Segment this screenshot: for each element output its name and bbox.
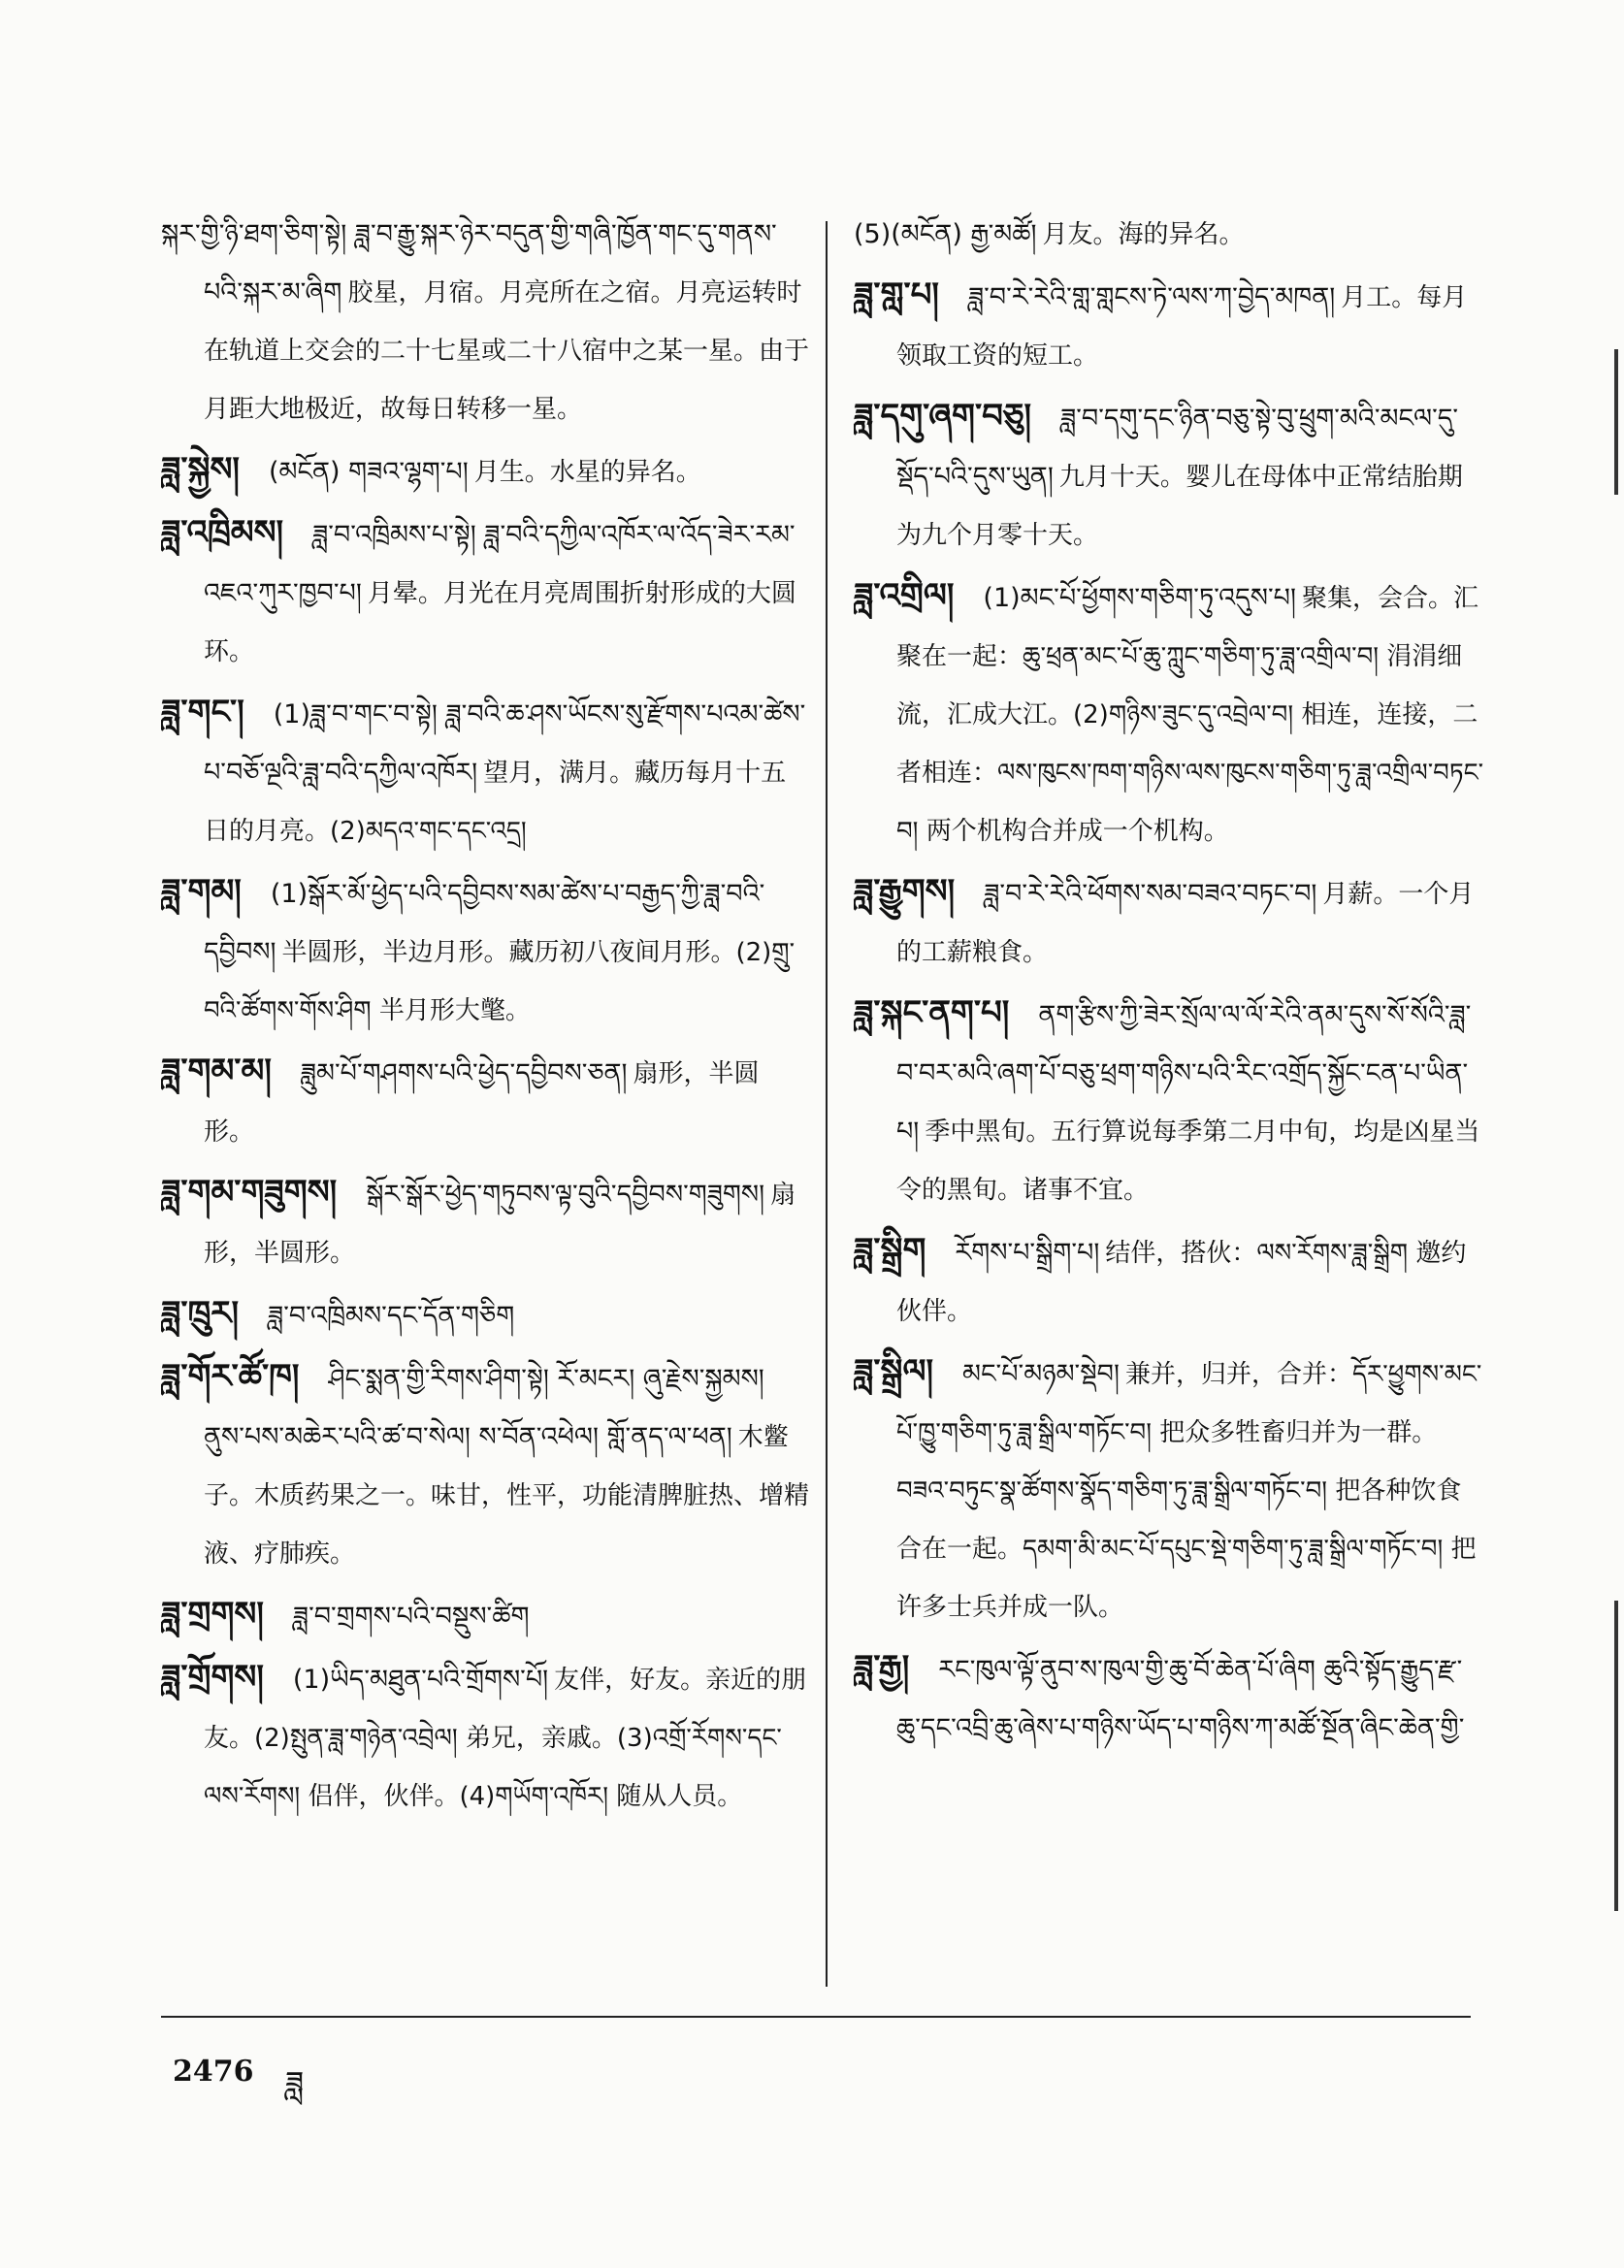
dictionary-entry bbox=[854, 984, 1484, 1219]
entry-tibetan-definition: རོགས་པ་སྒྲིག་པ། bbox=[955, 1238, 1100, 1268]
dictionary-entry bbox=[161, 1347, 809, 1583]
entry-tibetan-definition: ཟླུམ་པོ་གཤགས་པའི་ཕྱེད་དབྱིབས་ཅན། bbox=[300, 1058, 628, 1088]
dictionary-entry bbox=[161, 440, 809, 502]
entry-chinese-definition: 月晕。月光在月亮周围折射形成的大圆环。 bbox=[204, 579, 796, 666]
entry-tibetan-definition: (1)སྒོར་མོ་ཕྱེད་པའི་དབྱིབས་སམ་ཚེས་པ་བརྒྱད་ཀྱི་ཟླ་བའི་དབྱིབས། bbox=[204, 879, 765, 967]
entry-tibetan-definition: ནག་རྩིས་ཀྱི་ཟེར་སྲོལ་ལ་ལོ་རེའི་ནམ་དུས་སོ་སོའི་ཟླ་བ་བར་མའི་ཞག་པོ་བཅུ་ཕྲག་གཉིས་པའི་རིང་འགྲོད་སྐྱོང་ངན་པ་ཡིན་པ། bbox=[896, 1000, 1472, 1147]
entry-headword: ཟླ་གམ་མ། bbox=[161, 1052, 272, 1090]
running-letter: ཟླ bbox=[285, 2064, 305, 2101]
entry-chinese-definition: 季中黑旬。五行算说每季第二月中旬，均是凶星当令的黑旬。诸事不宜。 bbox=[896, 1118, 1480, 1205]
entry-tibetan-definition: ཟླ་བ་རེ་རེའི་ཕོགས་སམ་བཟའ་བཏང་བ། bbox=[984, 879, 1317, 909]
entry-headword: ཟླ་གླ་པ། bbox=[854, 275, 939, 314]
dictionary-entry bbox=[161, 862, 809, 1040]
page-number: 2476 bbox=[173, 2055, 254, 2089]
dictionary-entry bbox=[854, 1343, 1484, 1636]
entry-headword: ཟླ་དགུ་ཞག་བཅུ། bbox=[854, 397, 1032, 436]
entry-tibetan-definition: (1)ཡིད་མཐུན་པའི་གྲོགས་པོ། bbox=[292, 1665, 549, 1695]
entry-tibetan-definition: ཟླ་བ་འཁྲིམས་པ་སྟེ། ཟླ་བའི་དཀྱིལ་འཁོར་ལ་འོད་ཟེར་རམ་འཇའ་ཀུར་ཁྱབ་པ། bbox=[204, 520, 796, 608]
entry-headword: ཟླ་རྒྱུགས། bbox=[854, 872, 956, 911]
dictionary-entry bbox=[161, 1163, 809, 1282]
entry-headword: ཟླ་སྒྲིལ། bbox=[854, 1352, 934, 1391]
dictionary-entry bbox=[161, 683, 809, 860]
entry-chinese-definition: 月薪。一个月的工薪粮食。 bbox=[896, 880, 1475, 967]
entry-chinese-definition: 胶星，月宿。月亮所在之宿。月亮运转时在轨道上交会的二十七星或二十八宿中之某一星。由于月距大地极近，故每日转移一星。 bbox=[204, 278, 809, 424]
entry-tibetan-definition: (1)མང་པོ་ཕྱོགས་གཅིག་ཏུ་འདུས་པ། bbox=[983, 583, 1296, 613]
entry-tibetan-definition: (1)ཟླ་བ་གང་བ་སྟེ། ཟླ་བའི་ཆ་ཤས་ཡོངས་སུ་རྫོགས་པའམ་ཚེས་པ་བཅོ་ལྔའི་ཟླ་བའི་དཀྱིལ་འཁོར། bbox=[204, 699, 806, 788]
entry-chinese-definition: 月工。每月领取工资的短工。 bbox=[896, 283, 1468, 371]
entry-chinese-definition: 结伴，搭伙：ལས་རོགས་ཟླ་སྒྲིག 邀约伙伴。 bbox=[896, 1239, 1467, 1326]
dictionary-entry bbox=[161, 1585, 809, 1646]
entry-tibetan-definition: ཟླ་བ་རེ་རེའི་གླ་གླངས་ཏེ་ལས་ཀ་བྱེད་མཁན། bbox=[967, 282, 1336, 312]
entry-chinese-definition: 九月十天。婴儿在母体中正常结胎期为九个月零十天。 bbox=[896, 463, 1463, 550]
entry-tibetan-definition: (མངོན) གཟའ་ལྷག་པ། bbox=[268, 457, 469, 487]
entry-chinese-definition: 月生。水星的异名。 bbox=[473, 458, 701, 487]
dictionary-entry bbox=[161, 1042, 809, 1161]
entry-headword: ཟླ་འགྲིལ། bbox=[854, 576, 955, 615]
entry-tibetan-definition: སྒོར་སྒོར་ཕྱེད་གཏུབས་ལྟ་བུའི་དབྱིབས་གཟུགས། bbox=[366, 1180, 765, 1210]
dictionary-entry bbox=[161, 206, 809, 438]
entry-tibetan-definition: ཟླ་བ་འཁྲིམས་དང་དོན་གཅིག bbox=[268, 1301, 515, 1331]
dictionary-entry bbox=[854, 862, 1484, 982]
entry-chinese-definition: 木鳖子。木质药果之一。味甘，性平，功能清脾脏热、增精液、疗肺疾。 bbox=[204, 1423, 809, 1569]
entry-chinese-definition: 扇形，半圆形。 bbox=[204, 1181, 796, 1268]
entry-headword: ཟླ་འཁྲིམས། bbox=[161, 513, 284, 552]
entry-headword: ཟླ་གང་། bbox=[161, 693, 244, 731]
dictionary-entry bbox=[854, 266, 1484, 385]
entry-tibetan-definition: ཟླ་བ་དགུ་དང་ཉིན་བཅུ་སྟེ་བུ་ཕྲུག་མའི་མངལ་དུ་སྡོད་པའི་དུས་ཡུན། bbox=[896, 404, 1459, 492]
entry-headword: ཟླ་ཁྲུར། bbox=[161, 1294, 240, 1333]
entry-tibetan-definition: (5)(མངོན) རྒྱ་མཚོ། bbox=[854, 219, 1037, 249]
dictionary-entry bbox=[854, 567, 1484, 860]
entry-headword: ཟླ་སྐྱེས། bbox=[161, 450, 240, 489]
dictionary-entry bbox=[854, 387, 1484, 565]
column-divider bbox=[826, 221, 828, 1987]
dictionary-entry bbox=[161, 1284, 809, 1345]
entry-chinese-definition: 月友。海的异名。 bbox=[1042, 220, 1245, 249]
dictionary-entry bbox=[161, 503, 809, 681]
entry-headword: ཟླ་གྲོགས། bbox=[161, 1658, 264, 1697]
entry-tibetan-definition: མང་པོ་མཉམ་སྡེབ། bbox=[962, 1359, 1120, 1389]
page-edge-mark bbox=[1614, 1601, 1618, 1911]
entry-headword: ཟླ་སྐང་ནག་པ། bbox=[854, 993, 1010, 1032]
dictionary-entry bbox=[854, 1638, 1484, 1758]
entry-tibetan-definition: རང་ཁུལ་ལྟོ་ནུབ་ས་ཁུལ་གྱི་ཆུ་བོ་ཆེན་པོ་ཞིག ཆུའི་སྟོད་རྒྱུད་རྫ་ཆུ་དང་འབྲི་ཆུ་ཞེས་པ་གཉིས་ཡོད་པ་གཉིས་ཀ་མཚོ་སྔོན་ཞིང་ཆེན་གྱི་ bbox=[896, 1655, 1465, 1743]
right-column bbox=[854, 206, 1484, 1981]
dictionary-entry bbox=[854, 206, 1484, 264]
left-column bbox=[161, 206, 809, 1981]
entry-headword: ཟླ་སྒྲིག bbox=[854, 1231, 926, 1270]
entry-chinese-definition: 聚集，会合。汇聚在一起：ཆུ་ཕྲན་མང་པོ་ཆུ་ཀླུང་གཅིག་ཏུ་ཟླ་འགྲིལ་བ། 涓涓细流，汇成大江。(2)གཉིས་ཟུང་དུ་འབྲེལ་བ། 相连，连接，二者相连：ལས་ཁུངས་ཁག་གཉིས་ལས་ཁུངས་གཅིག་ཏུ་ཟླ་འགྲིལ་བཏང་བ། 两个机构合并成一个机构。 bbox=[896, 584, 1484, 846]
entry-headword: ཟླ་གམ། bbox=[161, 872, 242, 911]
entry-headword: ཟླ་གྲགས། bbox=[161, 1595, 264, 1634]
dictionary-entry bbox=[854, 1221, 1484, 1341]
entry-chinese-definition: 扇形，半圆形。 bbox=[204, 1059, 760, 1147]
entry-headword: ཟླ་གོར་ཚོ་ཁ། bbox=[161, 1357, 300, 1396]
entry-headword: ཟླ་རྒྱ། bbox=[854, 1648, 910, 1687]
entry-chinese-definition: 望月，满月。藏历每月十五日的月亮。(2)མདའ་གང་དང་འདྲ། bbox=[204, 759, 787, 846]
entry-chinese-definition: 友伴，好友。亲近的朋友。(2)སྤུན་ཟླ་གཉེན་འབྲེལ། 弟兄，亲戚。(3)འགྲོ་རོགས་དང་ལས་རོགས། 侣伴，伙伴。(4)གཡོག་འཁོར། 随从人员。 bbox=[204, 1666, 807, 1811]
entry-tibetan-definition: ཟླ་བ་གྲགས་པའི་བསྡུས་ཚིག bbox=[292, 1602, 530, 1632]
entry-tibetan-definition: སྐར་གྱི་ཉི་ཐག་ཅིག་སྟེ། ཟླ་བ་རྒྱུ་སྐར་ཉེར་བདུན་གྱི་གཞི་ཁྱོན་གང་དུ་གནས་པའི་སྐར་མ་ཞིག bbox=[161, 219, 777, 308]
entry-chinese-definition: 兼并，归并，合并：དོར་ཕྱུགས་མང་པོ་ཁྱུ་གཅིག་ཏུ་ཟླ་སྒྲིལ་གཏོང་བ། 把众多牲畜归并为一群。བཟའ་བཏུང་སྣ་ཚོགས་སྣོད་གཅིག་ཏུ་ཟླ་སྒྲིལ་གཏོང་བ། 把各种饮食合在一起。དམག་མི་མང་པོ་དཔུང་སྡེ་གཅིག་ཏུ་ཟླ་སྒྲིལ་གཏོང་བ། 把许多士兵并成一队。 bbox=[896, 1360, 1482, 1622]
dictionary-entry bbox=[161, 1648, 809, 1826]
entry-tibetan-definition: ཤིང་སྨན་གྱི་རིགས་ཤིག་སྟེ། རོ་མངར། ཞུ་རྗེས་སྐྱམས། ནུས་པས་མཆེར་པའི་ཚ་བ་སེལ། ས་བོན་འཕེལ། གློ་ནད་ལ་ཕན། bbox=[204, 1364, 764, 1452]
page-edge-mark bbox=[1614, 349, 1618, 495]
entry-chinese-definition: 半圆形，半边月形。藏历初八夜间月形。(2)གྲུ་བའི་ཚོགས་གོས་ཤིག 半月形大氅。 bbox=[204, 938, 796, 1025]
entry-headword: ཟླ་གམ་གཟུགས། bbox=[161, 1173, 338, 1212]
footer-rule bbox=[161, 2016, 1471, 2018]
